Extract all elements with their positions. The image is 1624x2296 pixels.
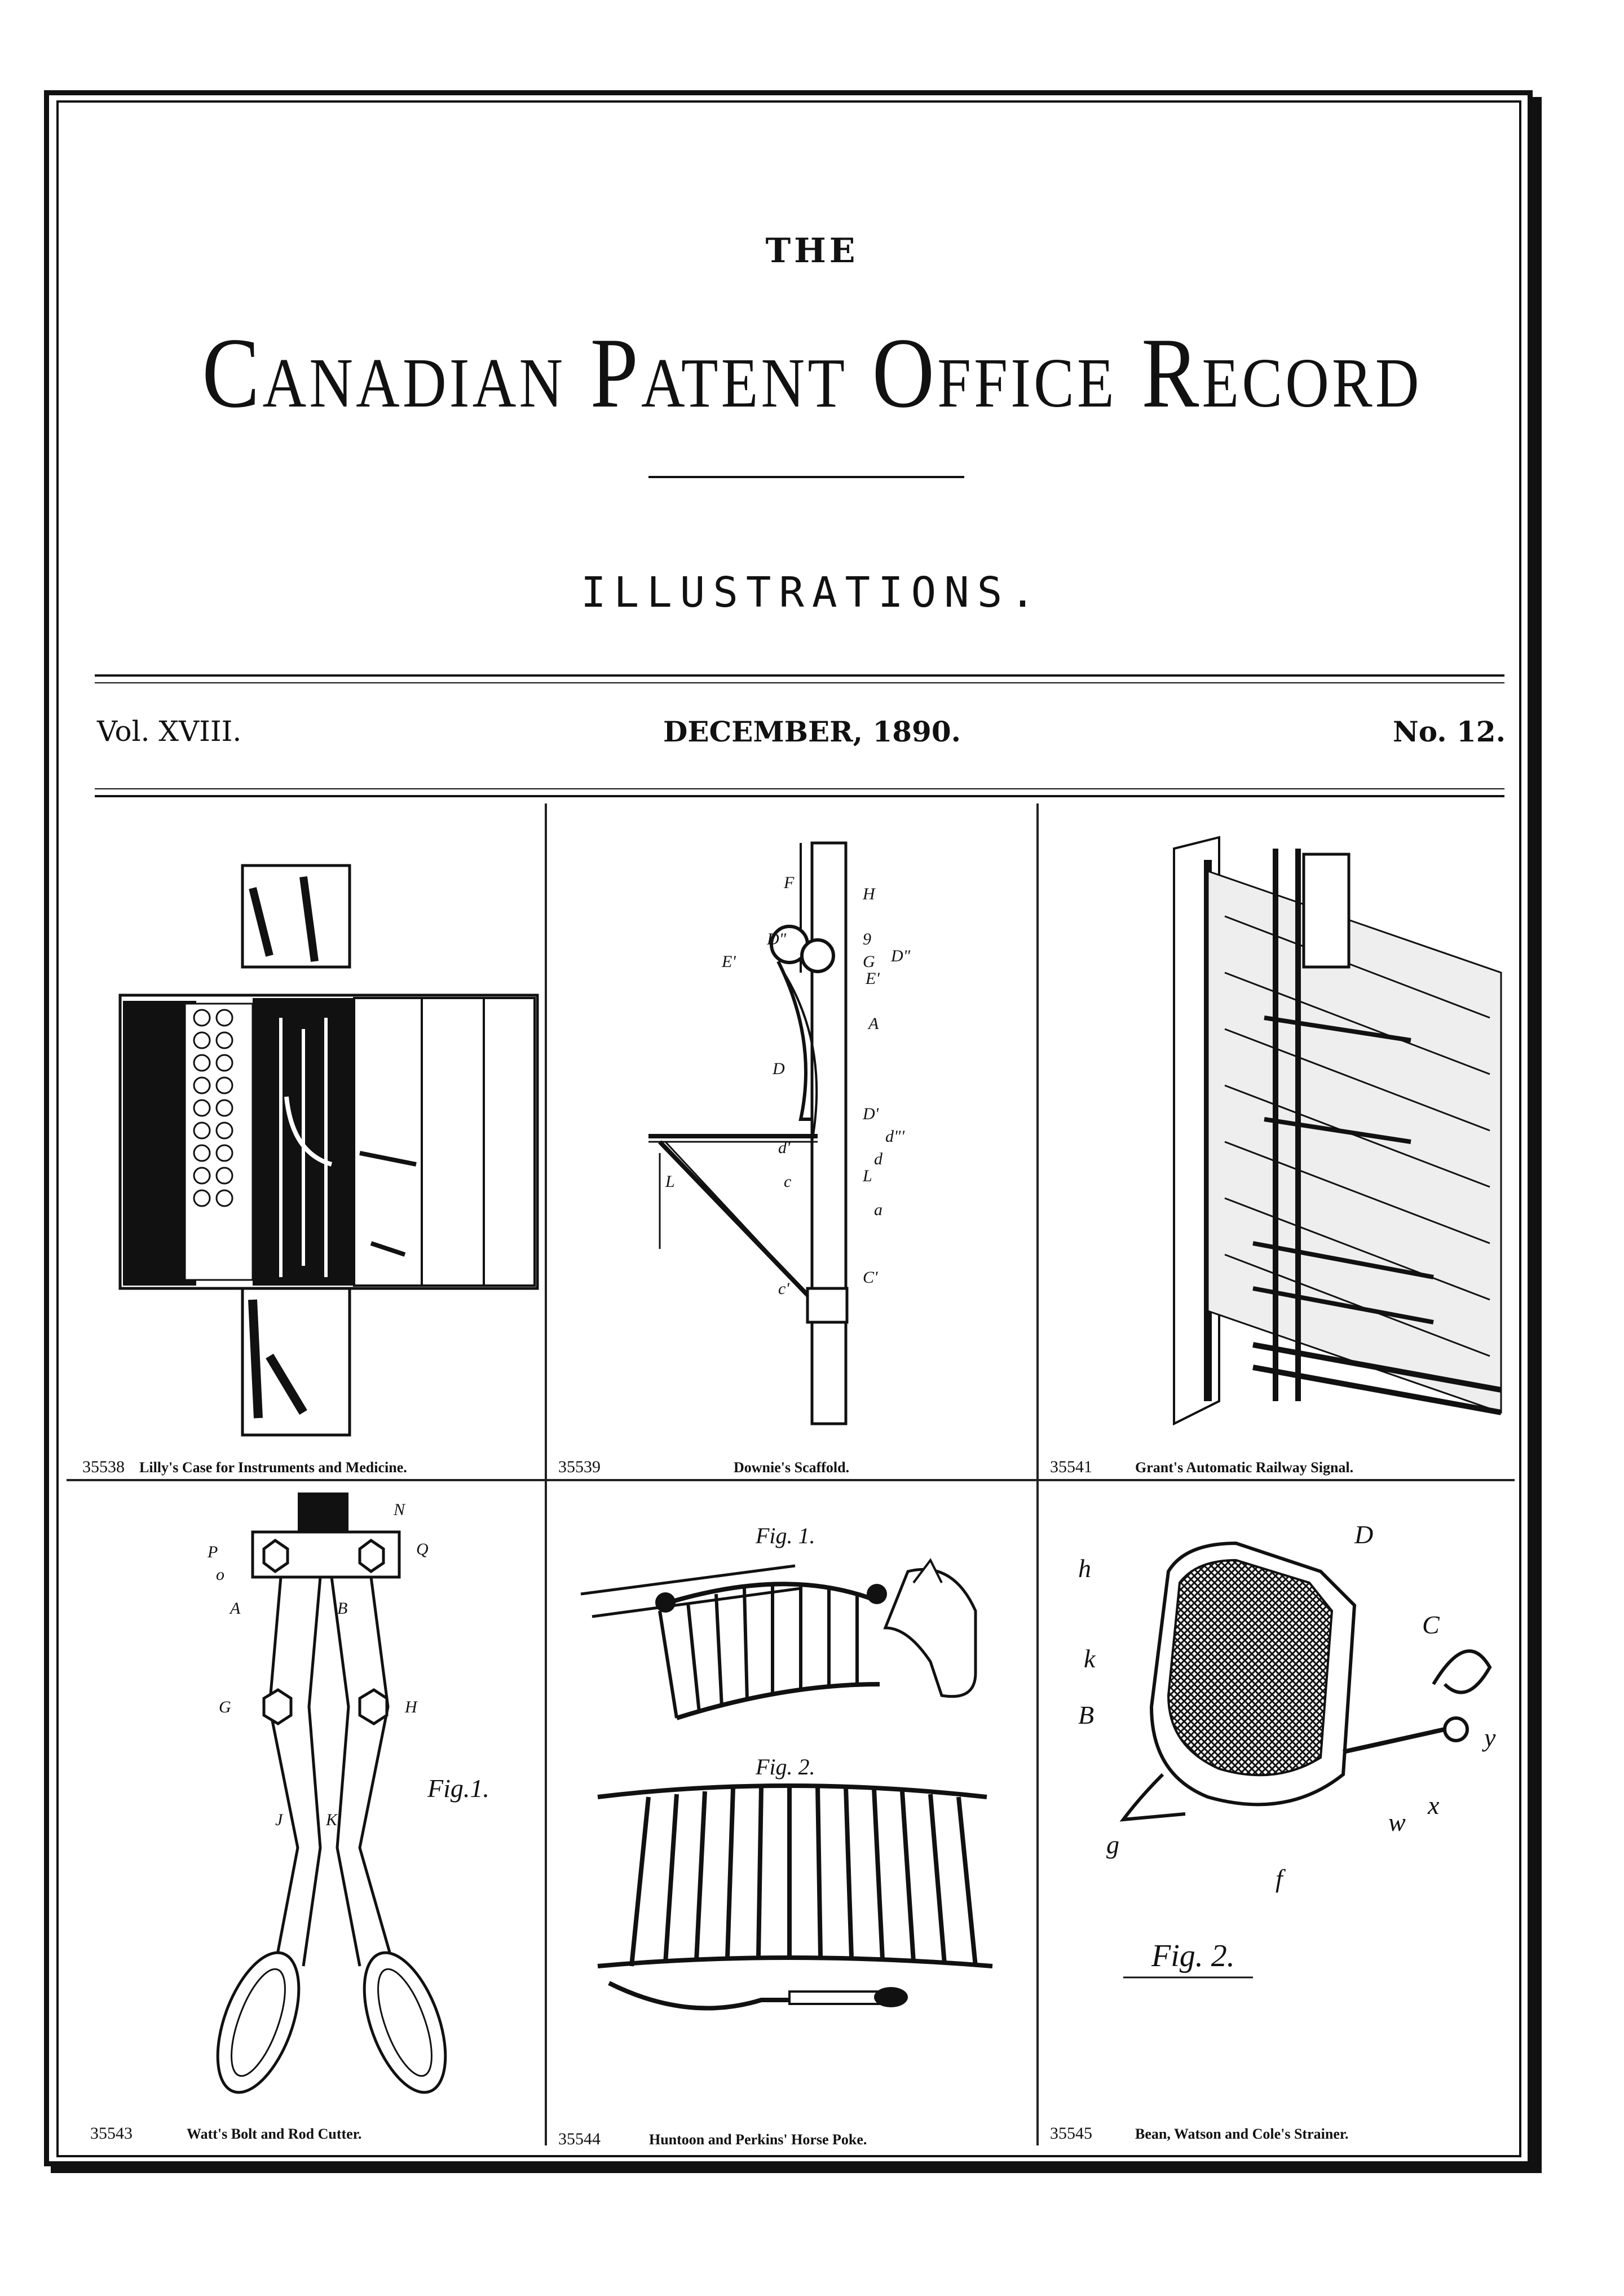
patent-number: 35538	[82, 1458, 125, 1476]
svg-text:D': D'	[863, 1105, 879, 1123]
caption-35544	[558, 2130, 867, 2149]
svg-text:G: G	[863, 952, 875, 971]
patent-number: 35545	[1050, 2124, 1092, 2143]
svg-text:E': E'	[866, 969, 880, 988]
svg-text:H: H	[405, 1698, 417, 1716]
svg-text:g: g	[1106, 1830, 1119, 1859]
svg-text:y: y	[1484, 1723, 1496, 1752]
patent-number: 35543	[90, 2124, 133, 2143]
issue-number: No. 12.	[1393, 715, 1506, 748]
huntoon-fig1-label: Fig. 1.	[756, 1523, 815, 1548]
svg-text:L: L	[863, 1167, 872, 1185]
illustration-watt-cutter	[67, 1481, 545, 2145]
svg-text:D": D"	[767, 930, 787, 948]
patent-number: 35539	[558, 1458, 601, 1476]
illustration-downie-scaffold	[547, 803, 1036, 1479]
strainer-drawing	[1039, 1481, 1515, 2118]
border-shadow-right	[1533, 97, 1542, 2171]
caption-35538	[82, 1458, 407, 1477]
patent-title: Lilly's Case for Instruments and Medicine.	[139, 1459, 407, 1476]
svg-text:E': E'	[722, 952, 736, 971]
svg-text:d"': d"'	[885, 1127, 905, 1146]
patent-title: Downie's Scaffold.	[734, 1459, 850, 1476]
svg-text:9: 9	[863, 930, 871, 948]
patent-title: Huntoon and Perkins' Horse Poke.	[649, 2131, 867, 2148]
svg-text:H: H	[863, 885, 875, 903]
caption-35543	[90, 2124, 361, 2143]
svg-text:d: d	[874, 1150, 882, 1168]
bean-fig-label: Fig. 2.	[1151, 1939, 1235, 1973]
masthead-the: THE	[765, 231, 859, 271]
instrument-case-drawing	[67, 803, 545, 1452]
masthead-subtitle: ILLUSTRATIONS.	[581, 568, 1043, 617]
svg-text:B: B	[1078, 1701, 1095, 1729]
svg-text:D: D	[773, 1059, 785, 1078]
svg-text:x: x	[1428, 1791, 1440, 1820]
svg-text:Q: Q	[416, 1540, 429, 1558]
svg-text:h: h	[1078, 1554, 1091, 1583]
svg-text:F: F	[784, 873, 795, 892]
svg-text:C': C'	[863, 1268, 878, 1287]
patent-title: Grant's Automatic Railway Signal.	[1135, 1459, 1354, 1476]
svg-text:A: A	[230, 1599, 241, 1618]
svg-text:L: L	[665, 1172, 675, 1191]
issue-date: DECEMBER, 1890.	[663, 715, 961, 748]
illustration-lilly-case	[67, 803, 545, 1479]
svg-text:A: A	[868, 1014, 879, 1033]
svg-text:a: a	[874, 1200, 882, 1219]
svg-text:o: o	[216, 1565, 224, 1584]
illustration-grant-signal	[1039, 803, 1515, 1479]
svg-text:k: k	[1084, 1644, 1096, 1673]
svg-text:d': d'	[778, 1138, 791, 1157]
patent-number: 35541	[1050, 1458, 1092, 1476]
title-rule	[648, 476, 964, 478]
illustration-grid	[67, 803, 1515, 2151]
caption-35539	[558, 1458, 849, 1477]
horse-poke-drawing	[547, 1481, 1036, 2118]
illustration-bean-strainer	[1039, 1481, 1515, 2145]
svg-text:C: C	[1422, 1610, 1440, 1639]
watt-fig-label: Fig.1.	[427, 1774, 489, 1803]
masthead-title: Canadian Patent Office Record	[202, 317, 1422, 429]
patent-title: Watt's Bolt and Rod Cutter.	[187, 2126, 362, 2142]
header-rule-top-1	[95, 674, 1504, 677]
svg-text:w: w	[1388, 1808, 1406, 1836]
scaffold-drawing	[547, 803, 1036, 1452]
svg-text:D: D	[1354, 1520, 1374, 1549]
caption-35541	[1050, 1458, 1353, 1477]
border-shadow-bottom	[51, 2166, 1542, 2173]
patent-title: Bean, Watson and Cole's Strainer.	[1135, 2126, 1349, 2142]
svg-text:G: G	[219, 1698, 231, 1716]
illustration-huntoon-poke	[547, 1481, 1036, 2148]
svg-text:B: B	[337, 1599, 348, 1618]
header-rule-bottom-1	[95, 788, 1504, 789]
svg-text:J: J	[275, 1811, 283, 1829]
svg-text:K: K	[326, 1811, 338, 1829]
railway-signal-drawing	[1039, 803, 1515, 1452]
bolt-cutter-drawing	[67, 1481, 545, 2118]
svg-text:P: P	[208, 1543, 218, 1561]
volume-label: Vol. XVIII.	[97, 715, 242, 748]
svg-text:c: c	[784, 1172, 792, 1191]
svg-text:D": D"	[891, 947, 911, 965]
svg-text:N: N	[394, 1500, 405, 1519]
patent-number: 35544	[558, 2130, 601, 2148]
huntoon-fig2-label: Fig. 2.	[756, 1754, 815, 1780]
header-rule-top-2	[95, 682, 1504, 683]
caption-35545	[1050, 2124, 1349, 2143]
svg-text:f: f	[1276, 1864, 1283, 1893]
svg-text:c': c'	[778, 1279, 789, 1298]
header-rule-bottom-2	[95, 795, 1504, 797]
